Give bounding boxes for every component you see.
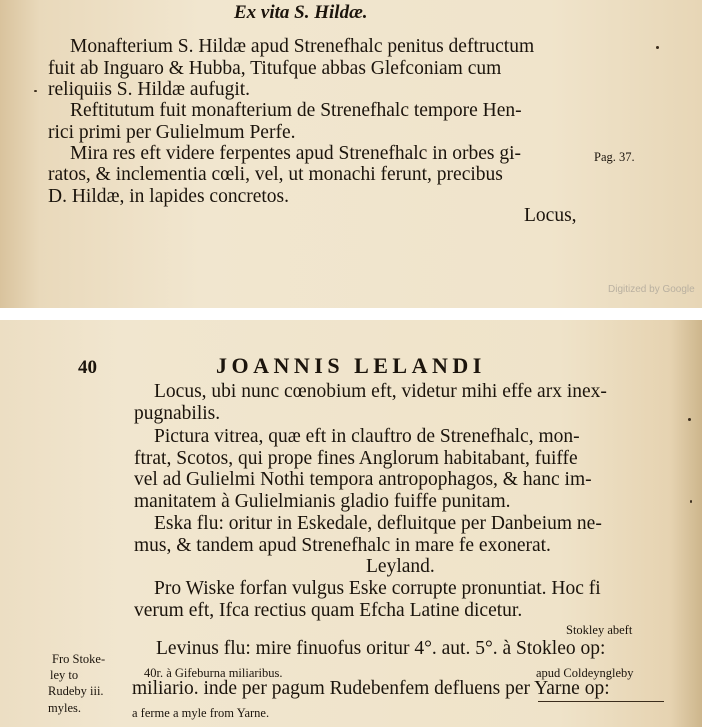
margin-note-line: Fro Stoke- [52,652,106,666]
text-line: rici primi per Gulielmum Perfe. [48,122,296,143]
ink-speck [688,418,691,421]
subheading-leyland: Leyland. [366,556,435,577]
interlinear-note-gifeburna: 40r. à Gifeburna miliaribus. [144,666,283,680]
ink-speck [690,500,692,503]
section-heading: Ex vita S. Hildæ. [234,2,368,23]
text-line: Mira res eft videre ferpentes apud Strenefhalc in orbes gi- [70,143,522,164]
text-line: ratos, & inclementia cœli, vel, ut monachi ferunt, precibus [48,164,503,185]
text-line: miliario. inde per pagum Rudebenfem defluens per Yarne op: [132,678,610,699]
text-line: Pictura vitrea, quæ eft in clauftro de Strenefhalc, mon- [154,426,580,447]
margin-note-line: ley to [50,668,79,682]
ink-speck [656,46,659,49]
text-line: Pro Wiske forfan vulgus Eske corrupte pronuntiat. Hoc fi [154,578,601,599]
text-line: Eska flu: oritur in Eskedale, defluitque per Danbeium ne- [154,513,602,534]
interlinear-note-yarne: a ferme a myle from Yarne. [132,706,270,720]
interlinear-note-stokley: Stokley abeft [566,623,633,637]
margin-note-line: Rudeby iii. [48,684,104,698]
top-page [0,0,702,308]
text-line: manitatem à Gulielmianis gladio fuiffe punitam. [134,491,511,512]
text-line: mus, & tandem apud Strenefhalc in mare fe exonerat. [134,535,551,556]
interlinear-note-coldeyngleby: apud Coldeyngleby [536,666,634,680]
ink-speck [34,90,37,92]
text-line: fuit ab Inguaro & Hubba, Titufque abbas Glefconiam cum [48,58,502,79]
text-line: Monafterium S. Hildæ apud Strenefhalc penitus deftructum [70,36,535,57]
text-line: vel ad Gulielmi Nothi tempora antropophagos, & hanc im- [134,469,592,490]
text-line: Levinus flu: mire finuofus oritur 4°. aut. 5°. à Stokleo op: [156,638,606,659]
margin-note-page-ref: Pag. 37. [594,150,635,164]
text-line: ftrat, Scotos, qui prope fines Anglorum habitabant, fuiffe [134,448,578,469]
page-number: 40 [78,357,97,378]
bottom-page [0,320,702,727]
margin-note-line: myles. [48,701,81,715]
text-line: pugnabilis. [134,403,221,424]
text-line: D. Hildæ, in lapides concretos. [48,186,289,207]
text-line: verum eft, Ifca rectius quam Efcha Latine dicetur. [134,600,523,621]
text-line: Reftitutum fuit monafterium de Strenefhalc tempore Hen- [70,100,522,121]
catchword: Locus, [524,205,577,226]
text-line: reliquiis S. Hildæ aufugit. [48,79,251,100]
underline-mark [538,701,664,702]
running-title: JOANNIS LELANDI [216,353,486,378]
text-line: Locus, ubi nunc cœnobium eft, videtur mihi effe arx inex- [154,381,607,402]
digitized-watermark: Digitized by Google [608,284,695,295]
